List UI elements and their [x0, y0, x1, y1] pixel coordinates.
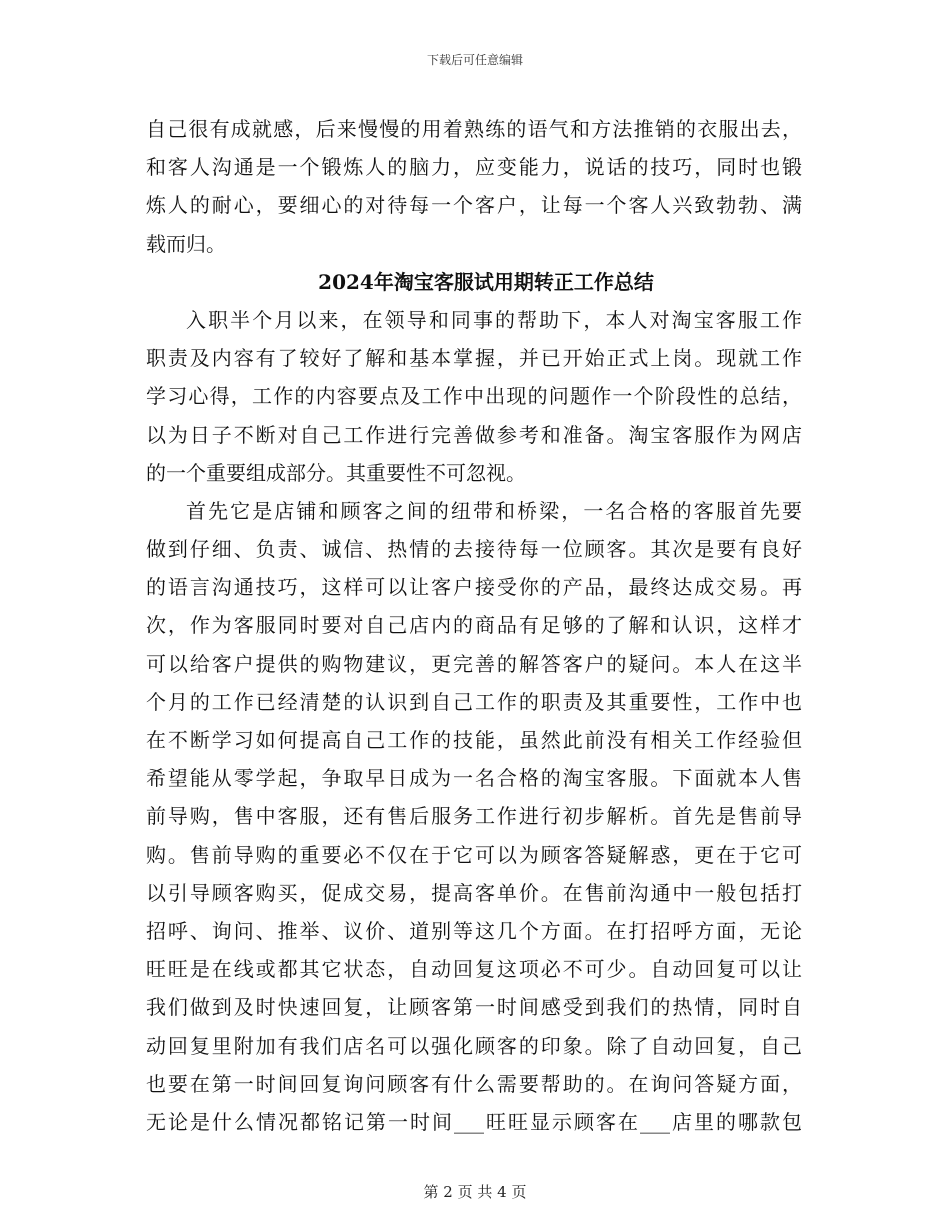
paragraph-line: 希望能从零学起，争取早日成为一名合格的淘宝客服。下面就本人售 — [146, 766, 802, 791]
paragraph-line: 在不断学习如何提高自己工作的技能，虽然此前没有相关工作经验但 — [146, 728, 802, 752]
paragraph-line: 我们做到及时快速回复，让顾客第一时间感受到我们的热情，同时自 — [146, 995, 802, 1020]
paragraph-line: 招呼、询问、推举、议价、道别等这几个方面。在打招呼方面，无论 — [146, 918, 802, 943]
paragraph-line: 做到仔细、负责、诚信、热情的去接待每一位顾客。其次是要有良好 — [146, 537, 802, 562]
paragraph-line: 的语言沟通技巧，这样可以让客户接受你的产品，最终达成交易。再 — [146, 575, 802, 600]
paragraph-line: 以为日子不断对自己工作进行完善做参考和准备。淘宝客服作为网店 — [146, 422, 802, 447]
paragraph-line: 旺旺是在线或都其它状态，自动回复这项必不可少。自动回复可以让 — [146, 957, 802, 982]
paragraph-line: 首先它是店铺和顾客之间的纽带和桥梁，一名合格的客服首先要 — [186, 498, 802, 523]
paragraph-line: 动回复里附加有我们店名可以强化顾客的印象。除了自动回复，自己 — [146, 1033, 802, 1058]
paragraph-line: 炼人的耐心，要细心的对待每一个客户，让每一个客人兴致勃勃、满 — [146, 193, 802, 218]
paragraph-line: 的一个重要组成部分。其重要性不可忽视。 — [146, 460, 526, 485]
paragraph-line: 前导购，售中客服，还有售后服务工作进行初步解析。首先是售前导 — [146, 804, 802, 829]
document-body — [146, 110, 802, 1141]
paragraph-1 — [146, 301, 802, 492]
intro-paragraph — [146, 110, 802, 263]
paragraph-line: 自己很有成就感，后来慢慢的用着熟练的语气和方法推销的衣服出去， — [146, 117, 802, 141]
paragraph-line: 职责及内容有了较好了解和基本掌握，并已开始正式上岗。现就工作 — [146, 346, 802, 371]
page-header: 下载后可任意编辑 — [426, 53, 523, 67]
paragraph-line: 次，作为客服同时要对自己店内的商品有足够的了解和认识，这样才 — [146, 613, 802, 638]
paragraph-line: 购。售前导购的重要必不仅在于它可以为顾客答疑解惑，更在于它可 — [146, 842, 802, 867]
paragraph-line: 可以给客户提供的购物建议，更完善的解答客户的疑问。本人在这半 — [146, 651, 802, 676]
paragraph-line: 以引导顾客购买，促成交易，提高客单价。在售前沟通中一般包括打 — [146, 880, 802, 905]
paragraph-line: 也要在第一时间回复询问顾客有什么需要帮助的。在询问答疑方面， — [146, 1071, 802, 1096]
paragraph-line: 和客人沟通是一个锻炼人的脑力，应变能力，说话的技巧，同时也锻 — [146, 155, 802, 180]
paragraph-line: 个月的工作已经清楚的认识到自己工作的职责及其重要性，工作中也 — [146, 689, 802, 714]
section-title: 2024年淘宝客服试用期转正工作总结 — [318, 269, 654, 294]
paragraph-line: 学习心得，工作的内容要点及工作中出现的问题作一个阶段性的总结， — [146, 384, 802, 409]
paragraph-line: 无论是什么情况都铭记第一时间___旺旺显示顾客在___店里的哪款包 — [146, 1109, 802, 1134]
paragraph-line: 入职半个月以来，在领导和同事的帮助下，本人对淘宝客服工作 — [186, 307, 802, 332]
paragraph-line: 载而归。 — [146, 231, 226, 256]
paragraph-2 — [146, 492, 802, 1141]
page-number: 第 2 页 共 4 页 — [423, 1183, 527, 1201]
